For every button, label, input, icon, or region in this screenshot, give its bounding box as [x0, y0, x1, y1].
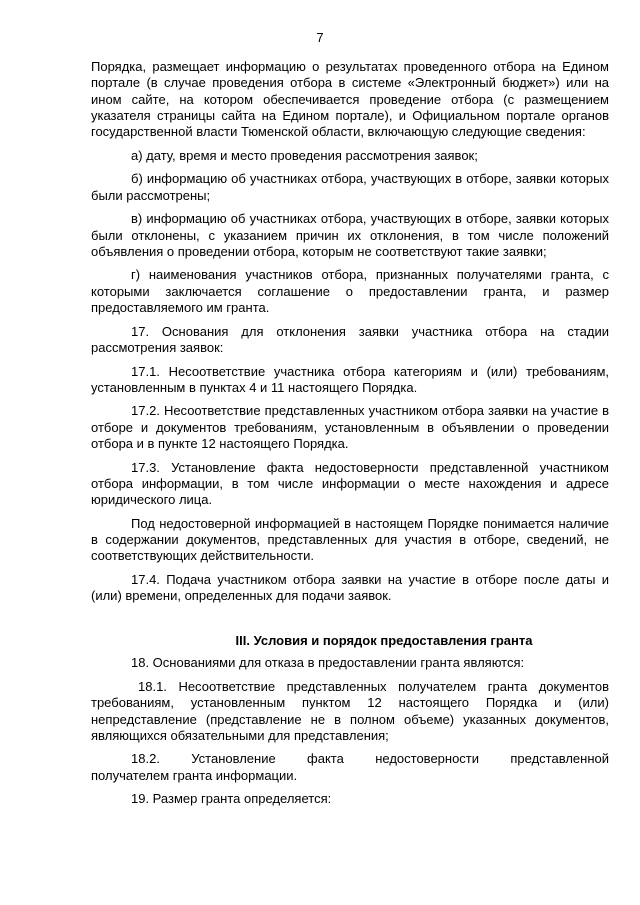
paragraph-18-2-first-line: [91, 751, 609, 767]
paragraph-17-3: 17.3. Установление факта недостоверности представленной участником отбора информации, в том числе информации о месте нахождения и адресе юридического лица.: [91, 459, 609, 508]
list-item-g: г) наименования участников отбора, признанных получателями гранта, с которыми заключается соглашение о предоставлении гранта, и размер предоставляемого им гранта.: [91, 267, 609, 316]
section-heading: III. Условия и порядок предоставления гранта: [235, 632, 533, 648]
paragraph-18: 18. Основаниями для отказа в предоставлении гранта являются:: [131, 655, 525, 671]
paragraph-18-2-word: 18.2.: [131, 751, 160, 767]
list-item-a: а) дату, время и место проведения рассмотрения заявок;: [131, 147, 478, 163]
paragraph-19: 19. Размер гранта определяется:: [131, 791, 332, 807]
paragraph-definition: Под недостоверной информацией в настоящем Порядке понимается наличие в содержании документов, представленных для участия в отборе, сведений, не соответствующих действительности.: [91, 515, 609, 564]
list-item-v: в) информацию об участниках отбора, участвующих в отборе, заявки которых были отклонены, с указанием причин их отклонения, в том числе положений объявления о проведении отбора, которым не соответствуют такие заявки;: [91, 211, 609, 259]
paragraph-17: 17. Основания для отклонения заявки участника отбора на стадии рассмотрения заявок:: [91, 323, 609, 355]
paragraph-17-2: 17.2. Несоответствие представленных участником отбора заявки на участие в отборе и документов требованиям, установленным в объявлении о проведении отбора и в пункте 12 настоящего Порядка.: [91, 403, 609, 452]
paragraph-18-2-second-line: получателем гранта информации.: [91, 767, 298, 783]
paragraph-continuation: Порядка, размещает информацию о результатах проведенного отбора на Едином портале (в случае проведения отбора в системе «Электронный бюджет») или на ином сайте, на котором обеспечивается проведение отбора (с размещением указателя страницы сайта на Едином портале), и Официальном портале органов государственной власти Тюменской области, включающую следующие сведения:: [91, 59, 609, 140]
paragraph-17-4: 17.4. Подача участником отбора заявки на участие в отборе после даты и (или) времени, определенных для подачи заявок.: [91, 571, 609, 604]
paragraph-18-1: 18.1. Несоответствие представленных получателем гранта документов требованиям, установленным пунктом 12 настоящего Порядка и (или) непредставление (представление не в полном объеме) указанных документов, являющихся обязательными для представления;: [91, 678, 609, 743]
paragraph-18-2-word: факта: [307, 751, 344, 767]
paragraph-18-2-word: недостоверности: [375, 751, 480, 767]
document-body: [91, 59, 609, 815]
list-item-b: б) информацию об участниках отбора, участвующих в отборе, заявки которых были рассмотрены;: [91, 171, 609, 203]
paragraph-17-1: 17.1. Несоответствие участника отбора категориям и (или) требованиям, установленным в пунктах 4 и 11 настоящего Порядка.: [91, 363, 609, 395]
page-number: 7: [316, 30, 324, 45]
paragraph-18-2-word: представленной: [510, 751, 609, 767]
paragraph-18-2: [91, 751, 609, 784]
paragraph-18-2-word: Установление: [191, 751, 276, 767]
